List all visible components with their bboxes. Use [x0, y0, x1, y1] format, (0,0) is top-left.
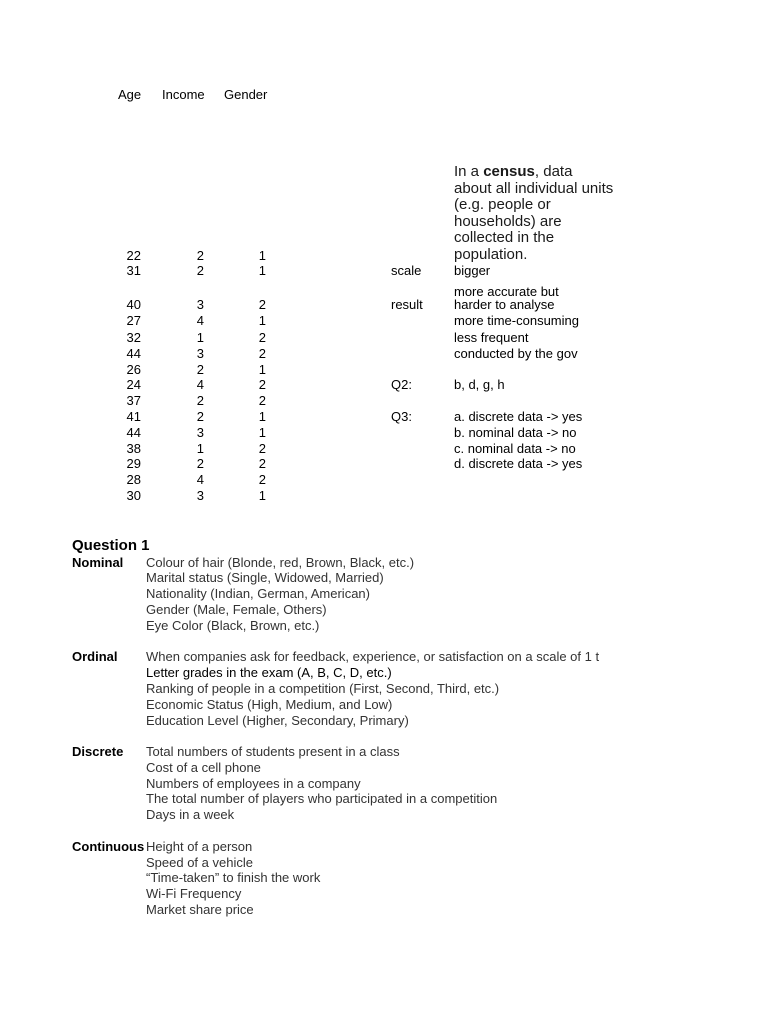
list-item: Wi-Fi Frequency [146, 886, 242, 901]
income-cell: 3 [196, 425, 204, 440]
income-cell: 4 [196, 472, 204, 487]
age-cell: 38 [126, 441, 141, 456]
gender-cell: 1 [258, 263, 266, 278]
scale-value: bigger [454, 263, 491, 278]
income-cell: 3 [196, 346, 204, 361]
list-item: Eye Color (Black, Brown, etc.) [146, 618, 320, 633]
column-header-income: Income [162, 87, 205, 102]
q3-value: d. discrete data -> yes [454, 456, 583, 471]
gender-cell: 1 [258, 248, 266, 263]
income-cell: 4 [196, 313, 204, 328]
age-cell: 44 [126, 346, 141, 361]
list-item: Letter grades in the exam (A, B, C, D, etc.) [146, 665, 392, 680]
age-cell: 37 [126, 393, 141, 408]
age-cell: 22 [126, 248, 141, 263]
list-item: Economic Status (High, Medium, and Low) [146, 697, 393, 712]
list-item: Total numbers of students present in a class [146, 744, 400, 759]
category-label: Continuous [72, 839, 145, 854]
category-label: Ordinal [72, 649, 118, 664]
q2-value: b, d, g, h [454, 377, 505, 392]
q3-value: b. nominal data -> no [454, 425, 577, 440]
category-label: Nominal [72, 555, 124, 570]
census-pre: In a [454, 163, 484, 180]
list-item: Ranking of people in a competition (First, Second, Third, etc.) [146, 681, 500, 696]
list-item: Numbers of employees in a company [146, 776, 361, 791]
age-cell: 31 [126, 263, 141, 278]
q3-value: c. nominal data -> no [454, 441, 576, 456]
age-cell: 28 [126, 472, 141, 487]
census-term: census [483, 163, 535, 180]
result-value: more accurate but [454, 284, 559, 299]
list-item: When companies ask for feedback, experience, or satisfaction on a scale of 1 t [146, 649, 600, 664]
list-item: “Time-taken” to finish the work [146, 870, 321, 885]
gender-cell: 2 [258, 330, 266, 345]
q3-value: a. discrete data -> yes [454, 409, 583, 424]
income-cell: 2 [196, 263, 204, 278]
income-cell: 4 [196, 377, 204, 392]
column-header-gender: Gender [224, 87, 268, 102]
list-item: Speed of a vehicle [146, 855, 253, 870]
list-item: Colour of hair (Blonde, red, Brown, Black, etc.) [146, 555, 415, 570]
list-item: Height of a person [146, 839, 253, 854]
result-value: more time-consuming [454, 313, 579, 328]
income-cell: 1 [196, 330, 204, 345]
list-item: Market share price [146, 902, 254, 917]
census-post: , data about all individual units (e.g. people or households) are collected in the population. [454, 163, 614, 263]
list-item: Nationality (Indian, German, American) [146, 586, 370, 601]
income-cell: 3 [196, 488, 204, 503]
age-cell: 26 [126, 362, 141, 377]
age-cell: 44 [126, 425, 141, 440]
age-cell: 32 [126, 330, 141, 345]
income-cell: 2 [196, 248, 204, 263]
list-item: Cost of a cell phone [146, 760, 261, 775]
income-cell: 2 [196, 393, 204, 408]
gender-cell: 2 [258, 346, 266, 361]
age-cell: 27 [126, 313, 141, 328]
gender-cell: 2 [258, 377, 266, 392]
result-value: less frequent [454, 330, 529, 345]
gender-cell: 1 [258, 425, 266, 440]
gender-cell: 1 [258, 313, 266, 328]
census-definition [454, 164, 614, 263]
result-value: conducted by the gov [454, 346, 578, 361]
age-cell: 30 [126, 488, 141, 503]
gender-cell: 1 [258, 409, 266, 424]
age-cell: 40 [126, 297, 141, 312]
list-item: The total number of players who participated in a competition [146, 791, 498, 806]
q3-label: Q3: [391, 409, 412, 424]
result-label: result [391, 297, 423, 312]
gender-cell: 2 [258, 393, 266, 408]
age-cell: 29 [126, 456, 141, 471]
age-cell: 24 [126, 377, 141, 392]
list-item: Marital status (Single, Widowed, Married) [146, 570, 384, 585]
income-cell: 1 [196, 441, 204, 456]
result-value: harder to analyse [454, 297, 555, 312]
question-1-title: Question 1 [72, 537, 150, 554]
list-item: Days in a week [146, 807, 235, 822]
gender-cell: 1 [258, 488, 266, 503]
income-cell: 2 [196, 456, 204, 471]
income-cell: 2 [196, 409, 204, 424]
gender-cell: 2 [258, 297, 266, 312]
category-label: Discrete [72, 744, 124, 759]
gender-cell: 2 [258, 441, 266, 456]
gender-cell: 2 [258, 472, 266, 487]
income-cell: 2 [196, 362, 204, 377]
column-header-age: Age [118, 87, 142, 102]
list-item: Gender (Male, Female, Others) [146, 602, 327, 617]
age-cell: 41 [126, 409, 141, 424]
q2-label: Q2: [391, 377, 412, 392]
income-cell: 3 [196, 297, 204, 312]
scale-label: scale [391, 263, 422, 278]
gender-cell: 1 [258, 362, 266, 377]
list-item: Education Level (Higher, Secondary, Primary) [146, 713, 409, 728]
gender-cell: 2 [258, 456, 266, 471]
